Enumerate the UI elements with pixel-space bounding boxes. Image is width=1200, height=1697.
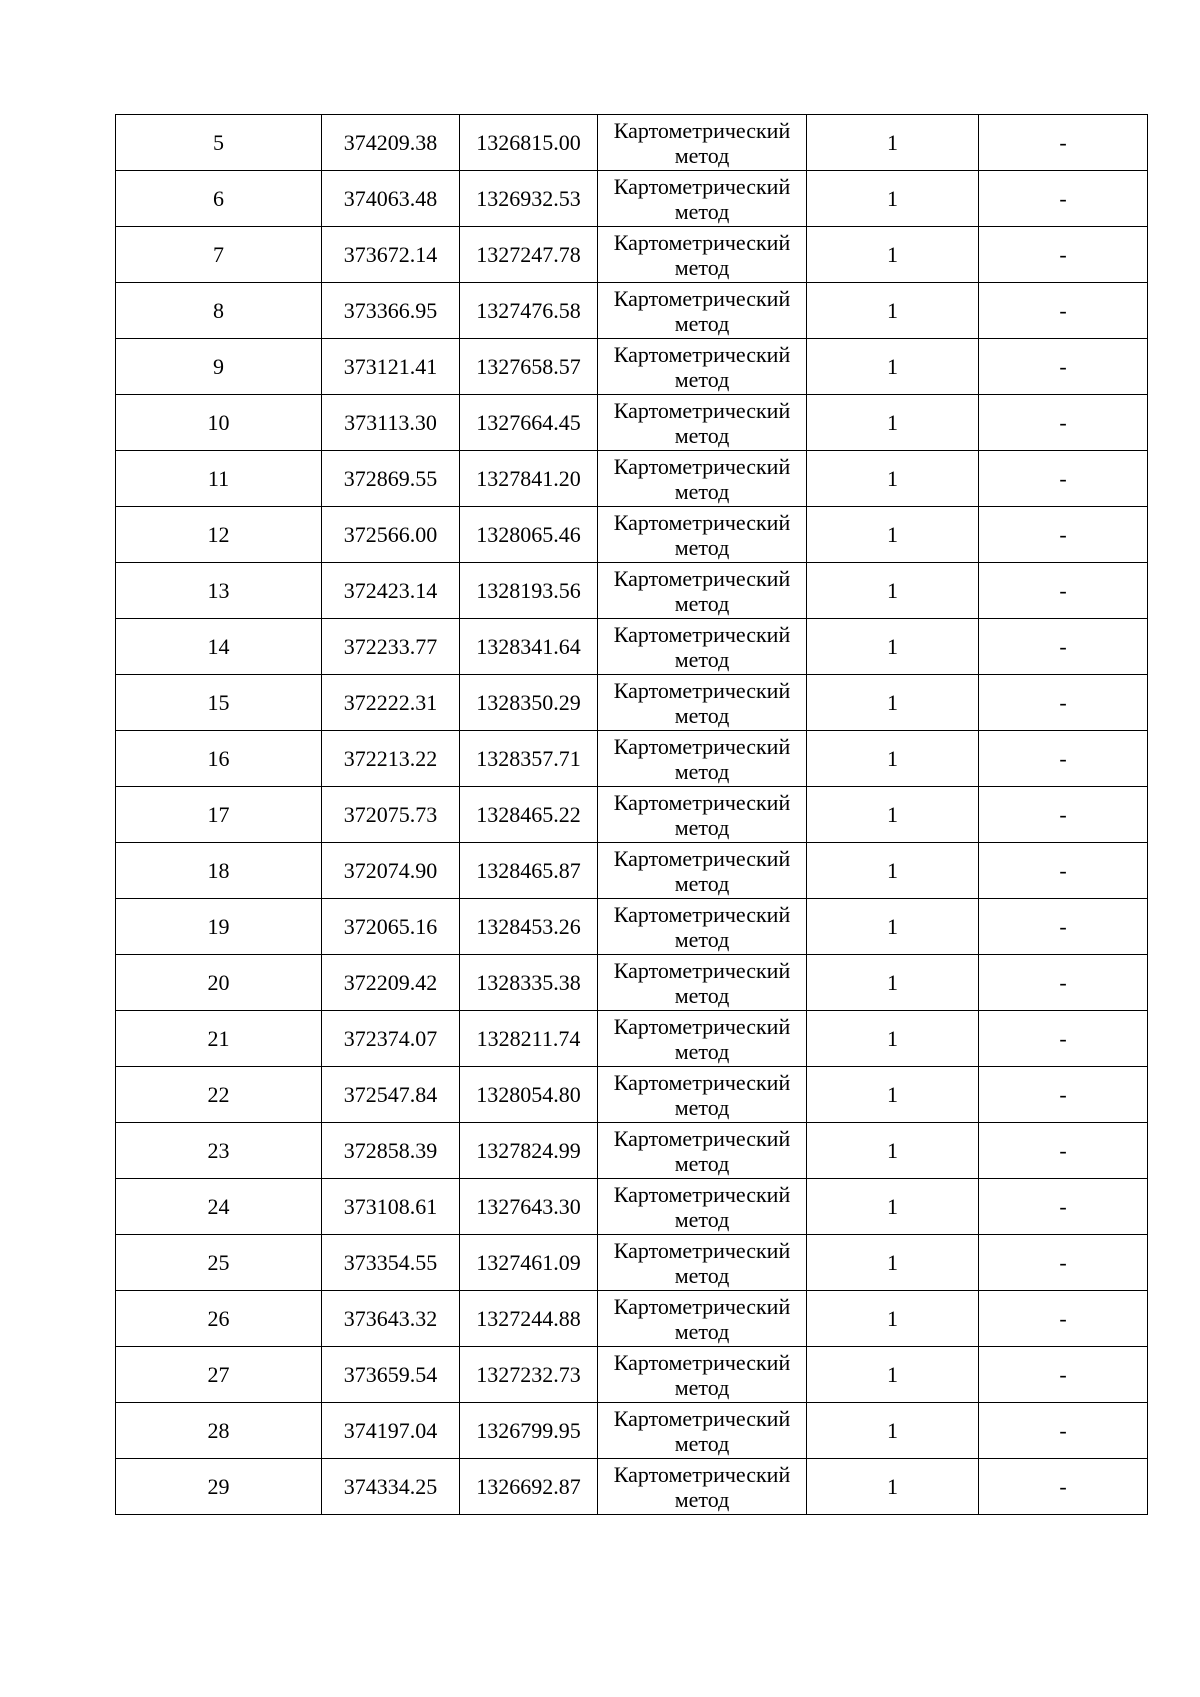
method-line-2: метод [674, 1374, 730, 1400]
point-number-cell: 13 [116, 563, 322, 619]
table-row [116, 171, 1148, 227]
note-cell: - [979, 1235, 1148, 1291]
method-cell [598, 507, 807, 563]
method-cell [598, 227, 807, 283]
y-coordinate-cell: 1328193.56 [460, 563, 598, 619]
method-cell [598, 1403, 807, 1459]
method-cell [598, 1291, 807, 1347]
method-line-1: Картометрический [613, 229, 791, 255]
x-coordinate-cell: 374334.25 [322, 1459, 460, 1515]
x-coordinate-cell: 373113.30 [322, 395, 460, 451]
method-line-2: метод [674, 366, 730, 392]
accuracy-cell: 1 [807, 899, 979, 955]
accuracy-cell: 1 [807, 451, 979, 507]
method-line-1: Картометрический [613, 901, 791, 927]
method-line-1: Картометрический [613, 789, 791, 815]
accuracy-cell: 1 [807, 283, 979, 339]
x-coordinate-cell: 373643.32 [322, 1291, 460, 1347]
method-line-2: метод [674, 1318, 730, 1344]
table-row [116, 227, 1148, 283]
method-line-2: метод [674, 926, 730, 952]
x-coordinate-cell: 372566.00 [322, 507, 460, 563]
accuracy-cell: 1 [807, 1347, 979, 1403]
table-row [116, 1459, 1148, 1515]
method-cell [598, 451, 807, 507]
method-cell [598, 955, 807, 1011]
method-line-2: метод [674, 534, 730, 560]
note-cell: - [979, 171, 1148, 227]
x-coordinate-cell: 372374.07 [322, 1011, 460, 1067]
method-cell [598, 1123, 807, 1179]
note-cell: - [979, 1123, 1148, 1179]
table-row [116, 1011, 1148, 1067]
accuracy-cell: 1 [807, 675, 979, 731]
accuracy-cell: 1 [807, 227, 979, 283]
method-line-2: метод [674, 590, 730, 616]
point-number-cell: 19 [116, 899, 322, 955]
method-cell [598, 619, 807, 675]
method-line-1: Картометрический [613, 173, 791, 199]
point-number-cell: 22 [116, 1067, 322, 1123]
note-cell: - [979, 283, 1148, 339]
note-cell: - [979, 395, 1148, 451]
y-coordinate-cell: 1328465.22 [460, 787, 598, 843]
method-cell [598, 171, 807, 227]
y-coordinate-cell: 1326932.53 [460, 171, 598, 227]
y-coordinate-cell: 1328350.29 [460, 675, 598, 731]
note-cell: - [979, 227, 1148, 283]
x-coordinate-cell: 373366.95 [322, 283, 460, 339]
method-line-1: Картометрический [613, 565, 791, 591]
method-line-1: Картометрический [613, 677, 791, 703]
method-line-2: метод [674, 254, 730, 280]
accuracy-cell: 1 [807, 1235, 979, 1291]
table-row [116, 955, 1148, 1011]
x-coordinate-cell: 373659.54 [322, 1347, 460, 1403]
method-cell [598, 1235, 807, 1291]
x-coordinate-cell: 373121.41 [322, 339, 460, 395]
table-row [116, 1179, 1148, 1235]
method-line-2: метод [674, 758, 730, 784]
table-row [116, 507, 1148, 563]
method-line-2: метод [674, 1262, 730, 1288]
method-line-2: метод [674, 1430, 730, 1456]
point-number-cell: 20 [116, 955, 322, 1011]
x-coordinate-cell: 374063.48 [322, 171, 460, 227]
table-row [116, 1235, 1148, 1291]
accuracy-cell: 1 [807, 1459, 979, 1515]
method-cell [598, 115, 807, 171]
table-row [116, 451, 1148, 507]
method-cell [598, 1011, 807, 1067]
note-cell: - [979, 1179, 1148, 1235]
x-coordinate-cell: 372423.14 [322, 563, 460, 619]
table-row [116, 731, 1148, 787]
y-coordinate-cell: 1327824.99 [460, 1123, 598, 1179]
accuracy-cell: 1 [807, 1291, 979, 1347]
method-line-2: метод [674, 870, 730, 896]
method-line-2: метод [674, 310, 730, 336]
x-coordinate-cell: 373672.14 [322, 227, 460, 283]
method-line-1: Картометрический [613, 1405, 791, 1431]
accuracy-cell: 1 [807, 1067, 979, 1123]
y-coordinate-cell: 1327247.78 [460, 227, 598, 283]
method-line-2: метод [674, 1150, 730, 1176]
x-coordinate-cell: 372065.16 [322, 899, 460, 955]
method-cell [598, 283, 807, 339]
table-row [116, 115, 1148, 171]
point-number-cell: 17 [116, 787, 322, 843]
point-number-cell: 29 [116, 1459, 322, 1515]
point-number-cell: 11 [116, 451, 322, 507]
point-number-cell: 6 [116, 171, 322, 227]
x-coordinate-cell: 372233.77 [322, 619, 460, 675]
method-line-1: Картометрический [613, 341, 791, 367]
point-number-cell: 8 [116, 283, 322, 339]
accuracy-cell: 1 [807, 619, 979, 675]
note-cell: - [979, 1403, 1148, 1459]
y-coordinate-cell: 1326799.95 [460, 1403, 598, 1459]
method-line-1: Картометрический [613, 845, 791, 871]
coordinates-table [115, 114, 1148, 1515]
accuracy-cell: 1 [807, 787, 979, 843]
point-number-cell: 15 [116, 675, 322, 731]
method-line-2: метод [674, 982, 730, 1008]
method-cell [598, 1459, 807, 1515]
note-cell: - [979, 451, 1148, 507]
method-cell [598, 339, 807, 395]
y-coordinate-cell: 1328341.64 [460, 619, 598, 675]
method-line-2: метод [674, 646, 730, 672]
note-cell: - [979, 955, 1148, 1011]
note-cell: - [979, 899, 1148, 955]
y-coordinate-cell: 1328453.26 [460, 899, 598, 955]
accuracy-cell: 1 [807, 1403, 979, 1459]
note-cell: - [979, 619, 1148, 675]
table-row [116, 1123, 1148, 1179]
point-number-cell: 14 [116, 619, 322, 675]
y-coordinate-cell: 1327244.88 [460, 1291, 598, 1347]
x-coordinate-cell: 372209.42 [322, 955, 460, 1011]
note-cell: - [979, 1291, 1148, 1347]
method-line-1: Картометрический [613, 621, 791, 647]
method-line-1: Картометрический [613, 509, 791, 535]
method-line-1: Картометрический [613, 1349, 791, 1375]
accuracy-cell: 1 [807, 339, 979, 395]
method-line-2: метод [674, 478, 730, 504]
point-number-cell: 21 [116, 1011, 322, 1067]
method-cell [598, 731, 807, 787]
accuracy-cell: 1 [807, 115, 979, 171]
note-cell: - [979, 1347, 1148, 1403]
y-coordinate-cell: 1326692.87 [460, 1459, 598, 1515]
method-line-1: Картометрический [613, 1461, 791, 1487]
table-row [116, 1403, 1148, 1459]
table-row [116, 787, 1148, 843]
x-coordinate-cell: 372075.73 [322, 787, 460, 843]
method-line-1: Картометрический [613, 1237, 791, 1263]
point-number-cell: 26 [116, 1291, 322, 1347]
method-line-2: метод [674, 702, 730, 728]
y-coordinate-cell: 1328065.46 [460, 507, 598, 563]
method-line-1: Картометрический [613, 1125, 791, 1151]
note-cell: - [979, 787, 1148, 843]
method-line-2: метод [674, 142, 730, 168]
method-line-1: Картометрический [613, 1013, 791, 1039]
y-coordinate-cell: 1327476.58 [460, 283, 598, 339]
y-coordinate-cell: 1327232.73 [460, 1347, 598, 1403]
x-coordinate-cell: 374197.04 [322, 1403, 460, 1459]
y-coordinate-cell: 1327658.57 [460, 339, 598, 395]
table-body [116, 115, 1148, 1515]
table-row [116, 1067, 1148, 1123]
method-line-1: Картометрический [613, 957, 791, 983]
x-coordinate-cell: 372858.39 [322, 1123, 460, 1179]
table-row [116, 619, 1148, 675]
method-cell [598, 843, 807, 899]
method-line-1: Картометрический [613, 397, 791, 423]
y-coordinate-cell: 1327461.09 [460, 1235, 598, 1291]
note-cell: - [979, 507, 1148, 563]
note-cell: - [979, 1067, 1148, 1123]
method-line-1: Картометрический [613, 285, 791, 311]
table-row [116, 283, 1148, 339]
x-coordinate-cell: 372869.55 [322, 451, 460, 507]
x-coordinate-cell: 372222.31 [322, 675, 460, 731]
note-cell: - [979, 339, 1148, 395]
accuracy-cell: 1 [807, 1123, 979, 1179]
table-row [116, 843, 1148, 899]
accuracy-cell: 1 [807, 395, 979, 451]
point-number-cell: 10 [116, 395, 322, 451]
accuracy-cell: 1 [807, 1011, 979, 1067]
x-coordinate-cell: 374209.38 [322, 115, 460, 171]
method-line-2: метод [674, 422, 730, 448]
table-row [116, 675, 1148, 731]
y-coordinate-cell: 1328335.38 [460, 955, 598, 1011]
method-cell [598, 1067, 807, 1123]
method-line-1: Картометрический [613, 733, 791, 759]
point-number-cell: 16 [116, 731, 322, 787]
y-coordinate-cell: 1328211.74 [460, 1011, 598, 1067]
note-cell: - [979, 731, 1148, 787]
point-number-cell: 7 [116, 227, 322, 283]
method-line-1: Картометрический [613, 117, 791, 143]
accuracy-cell: 1 [807, 731, 979, 787]
x-coordinate-cell: 373108.61 [322, 1179, 460, 1235]
method-line-1: Картометрический [613, 1069, 791, 1095]
y-coordinate-cell: 1327841.20 [460, 451, 598, 507]
point-number-cell: 23 [116, 1123, 322, 1179]
table-row [116, 1347, 1148, 1403]
accuracy-cell: 1 [807, 171, 979, 227]
method-cell [598, 675, 807, 731]
method-line-2: метод [674, 1038, 730, 1064]
y-coordinate-cell: 1327643.30 [460, 1179, 598, 1235]
method-cell [598, 1347, 807, 1403]
accuracy-cell: 1 [807, 1179, 979, 1235]
note-cell: - [979, 1011, 1148, 1067]
table-row [116, 395, 1148, 451]
table-row [116, 899, 1148, 955]
note-cell: - [979, 843, 1148, 899]
table-row [116, 563, 1148, 619]
x-coordinate-cell: 372547.84 [322, 1067, 460, 1123]
method-line-1: Картометрический [613, 1181, 791, 1207]
method-line-2: метод [674, 814, 730, 840]
method-line-2: метод [674, 1206, 730, 1232]
point-number-cell: 27 [116, 1347, 322, 1403]
accuracy-cell: 1 [807, 843, 979, 899]
method-line-2: метод [674, 1094, 730, 1120]
x-coordinate-cell: 373354.55 [322, 1235, 460, 1291]
method-cell [598, 1179, 807, 1235]
note-cell: - [979, 675, 1148, 731]
point-number-cell: 24 [116, 1179, 322, 1235]
note-cell: - [979, 115, 1148, 171]
point-number-cell: 18 [116, 843, 322, 899]
point-number-cell: 25 [116, 1235, 322, 1291]
note-cell: - [979, 1459, 1148, 1515]
table-row [116, 339, 1148, 395]
y-coordinate-cell: 1328465.87 [460, 843, 598, 899]
method-line-1: Картометрический [613, 1293, 791, 1319]
table-row [116, 1291, 1148, 1347]
y-coordinate-cell: 1328054.80 [460, 1067, 598, 1123]
method-line-2: метод [674, 198, 730, 224]
y-coordinate-cell: 1326815.00 [460, 115, 598, 171]
y-coordinate-cell: 1327664.45 [460, 395, 598, 451]
point-number-cell: 12 [116, 507, 322, 563]
note-cell: - [979, 563, 1148, 619]
x-coordinate-cell: 372213.22 [322, 731, 460, 787]
method-cell [598, 899, 807, 955]
point-number-cell: 5 [116, 115, 322, 171]
x-coordinate-cell: 372074.90 [322, 843, 460, 899]
point-number-cell: 9 [116, 339, 322, 395]
method-cell [598, 787, 807, 843]
accuracy-cell: 1 [807, 563, 979, 619]
accuracy-cell: 1 [807, 955, 979, 1011]
accuracy-cell: 1 [807, 507, 979, 563]
method-line-2: метод [674, 1486, 730, 1512]
method-cell [598, 395, 807, 451]
method-cell [598, 563, 807, 619]
y-coordinate-cell: 1328357.71 [460, 731, 598, 787]
point-number-cell: 28 [116, 1403, 322, 1459]
method-line-1: Картометрический [613, 453, 791, 479]
